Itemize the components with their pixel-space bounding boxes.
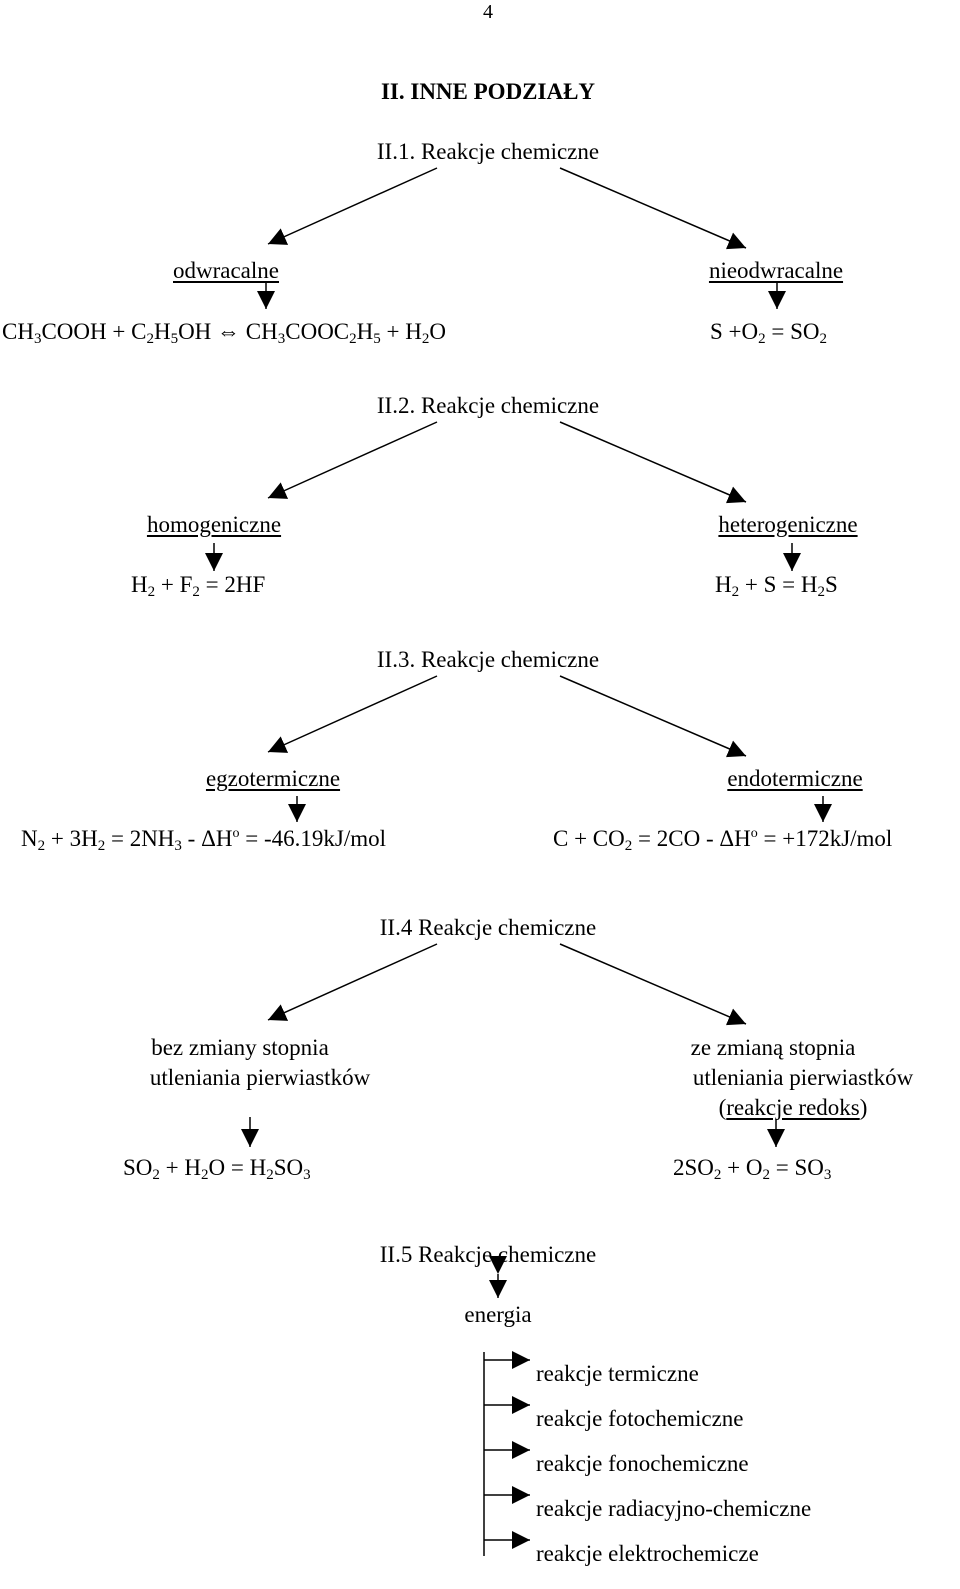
s2-left-branch-arrow — [268, 422, 437, 498]
s4-left-label-line-2: utleniania pierwiastków — [149, 1065, 371, 1090]
s4-right-label-line-1: ze zmianą stopnia — [690, 1035, 856, 1060]
s3-right-branch-arrow — [560, 676, 746, 756]
s4-right-equation: $2SO_2 + O_2 = SO_3$ — [673, 1155, 832, 1183]
s2-left-equation: $H_2 + F_2 = 2HF$ — [131, 572, 266, 600]
s2-right-label: heterogeniczne — [718, 512, 858, 537]
s1-right-label: nieodwracalne — [708, 258, 844, 283]
s4-left-label-line-1: bez zmiany stopnia — [151, 1035, 329, 1060]
s1-left-branch-arrow — [268, 168, 437, 244]
s4-right-label-line-3: (reakcje redoks) — [718, 1095, 868, 1120]
s5-item-1: reakcje termiczne — [536, 1361, 699, 1386]
s5-item-3: reakcje fonochemiczne — [536, 1451, 749, 1476]
equilibrium-arrow-symbol: ⇔ — [217, 319, 241, 344]
s4-left-equation: $SO_2 + H_2O = H_2SO_3$ — [123, 1155, 311, 1183]
s4-title: II.4 Reakcje chemiczne — [379, 915, 597, 940]
s3-left-label: egzotermiczne — [205, 766, 341, 791]
s5-item-2: reakcje fotochemiczne — [536, 1406, 744, 1431]
s5-title: II.5 Reakcje chemiczne — [379, 1242, 597, 1267]
s1-title: II.1. Reakcje chemiczne — [376, 139, 600, 164]
s1-right-branch-arrow — [560, 168, 746, 248]
s1-left-equation: $CH_3COOH + C_2H_5OH$ ⇔ $CH_3COOC_2H_5 + H_2O$ — [2, 319, 446, 347]
s5-item-4: reakcje radiacyjno-chemiczne — [536, 1496, 812, 1521]
s5-item-5: reakcje elektrochemicze — [536, 1541, 759, 1566]
s3-right-label: endotermiczne — [727, 766, 863, 791]
page-number: 4 — [483, 1, 493, 23]
s3-right-equation: $C + CO_2 = 2CO - \Delta H^o = +172kJ/mol$ — [553, 826, 893, 854]
page-heading: II. INNE PODZIAŁY — [380, 79, 596, 104]
s1-left-label: odwracalne — [173, 258, 279, 283]
s3-title: II.3. Reakcje chemiczne — [376, 647, 600, 672]
s2-title: II.2. Reakcje chemiczne — [376, 393, 600, 418]
s3-left-equation: $N_2 + 3H_2 = 2NH_3 - \Delta H^o = -46.19kJ/mol$ — [21, 826, 386, 854]
s5-energy-label: energia — [464, 1302, 532, 1327]
s2-right-branch-arrow — [560, 422, 746, 502]
s1-right-equation: $S +O_2 = SO_2$ — [710, 319, 827, 347]
s4-right-branch-arrow — [560, 944, 746, 1024]
s4-left-branch-arrow — [268, 944, 437, 1020]
s2-right-equation: $H_2 + S = H_2S$ — [715, 572, 838, 600]
s2-left-label: homogeniczne — [146, 512, 282, 537]
s4-right-label-line-2: utleniania pierwiastków — [692, 1065, 914, 1090]
s3-left-branch-arrow — [268, 676, 437, 752]
